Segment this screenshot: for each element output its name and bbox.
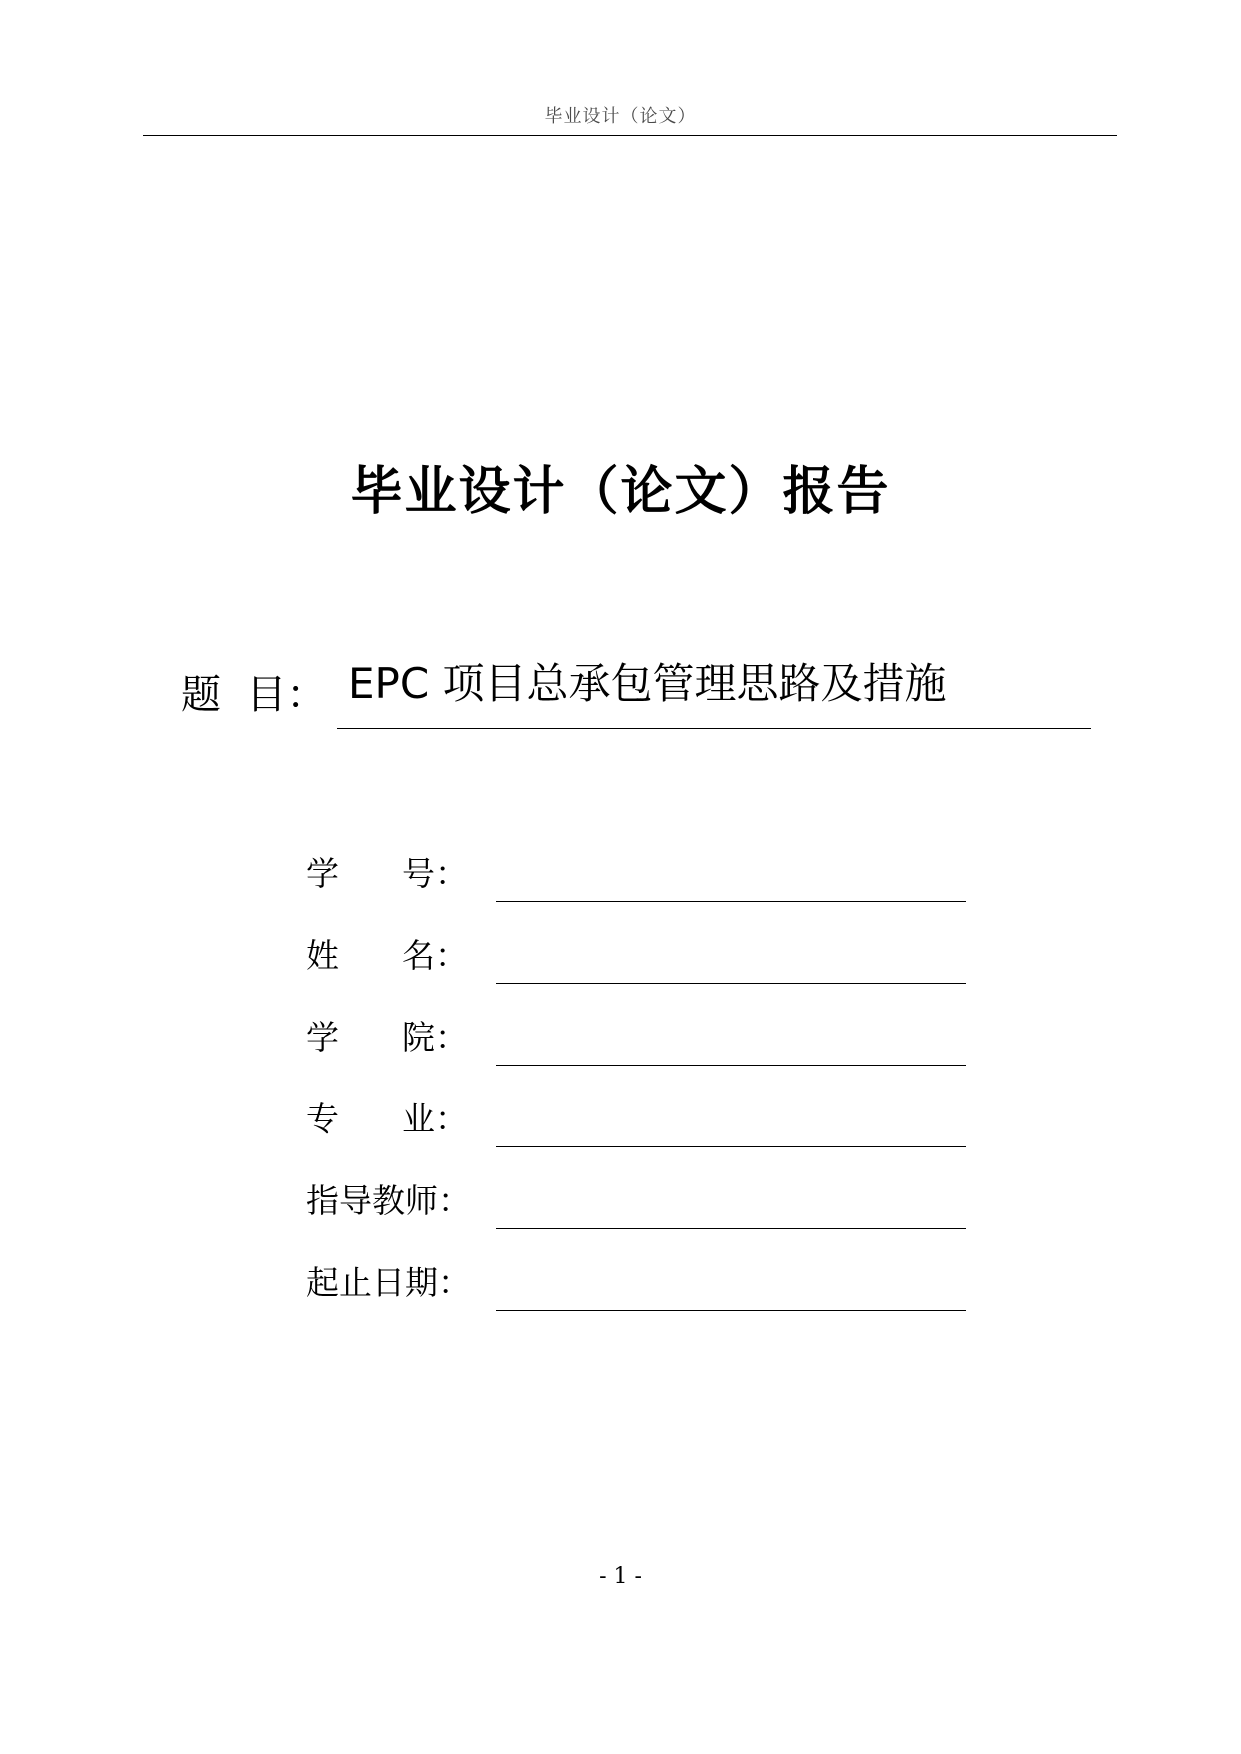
advisor-row xyxy=(306,1179,966,1239)
name-row xyxy=(306,934,966,994)
student-id-field[interactable] xyxy=(496,852,966,902)
major-row xyxy=(306,1097,966,1157)
advisor-field[interactable] xyxy=(496,1179,966,1229)
document-title: 毕业设计（论文）报告 xyxy=(350,462,891,522)
college-row xyxy=(306,1016,966,1076)
name-field[interactable] xyxy=(496,934,966,984)
header-rule xyxy=(143,135,1117,136)
topic-underline xyxy=(337,728,1091,729)
topic-value: EPC 项目总承包管理思路及措施 xyxy=(348,659,947,708)
date-range-field[interactable] xyxy=(496,1261,966,1311)
advisor-label: 指导教师： xyxy=(306,1181,471,1220)
page-number: - 1 - xyxy=(599,1564,642,1589)
student-id-label: 学 号： xyxy=(306,854,468,893)
name-label: 姓 名： xyxy=(306,936,468,975)
date-range-row xyxy=(306,1261,966,1321)
college-field[interactable] xyxy=(496,1016,966,1066)
topic-label: 题 目： xyxy=(181,672,327,718)
date-range-label: 起止日期： xyxy=(306,1263,471,1302)
major-label: 专 业： xyxy=(306,1099,468,1138)
student-id-row xyxy=(306,852,966,912)
college-label: 学 院： xyxy=(306,1018,468,1057)
major-field[interactable] xyxy=(496,1097,966,1147)
running-header: 毕业设计（论文） xyxy=(544,106,697,127)
